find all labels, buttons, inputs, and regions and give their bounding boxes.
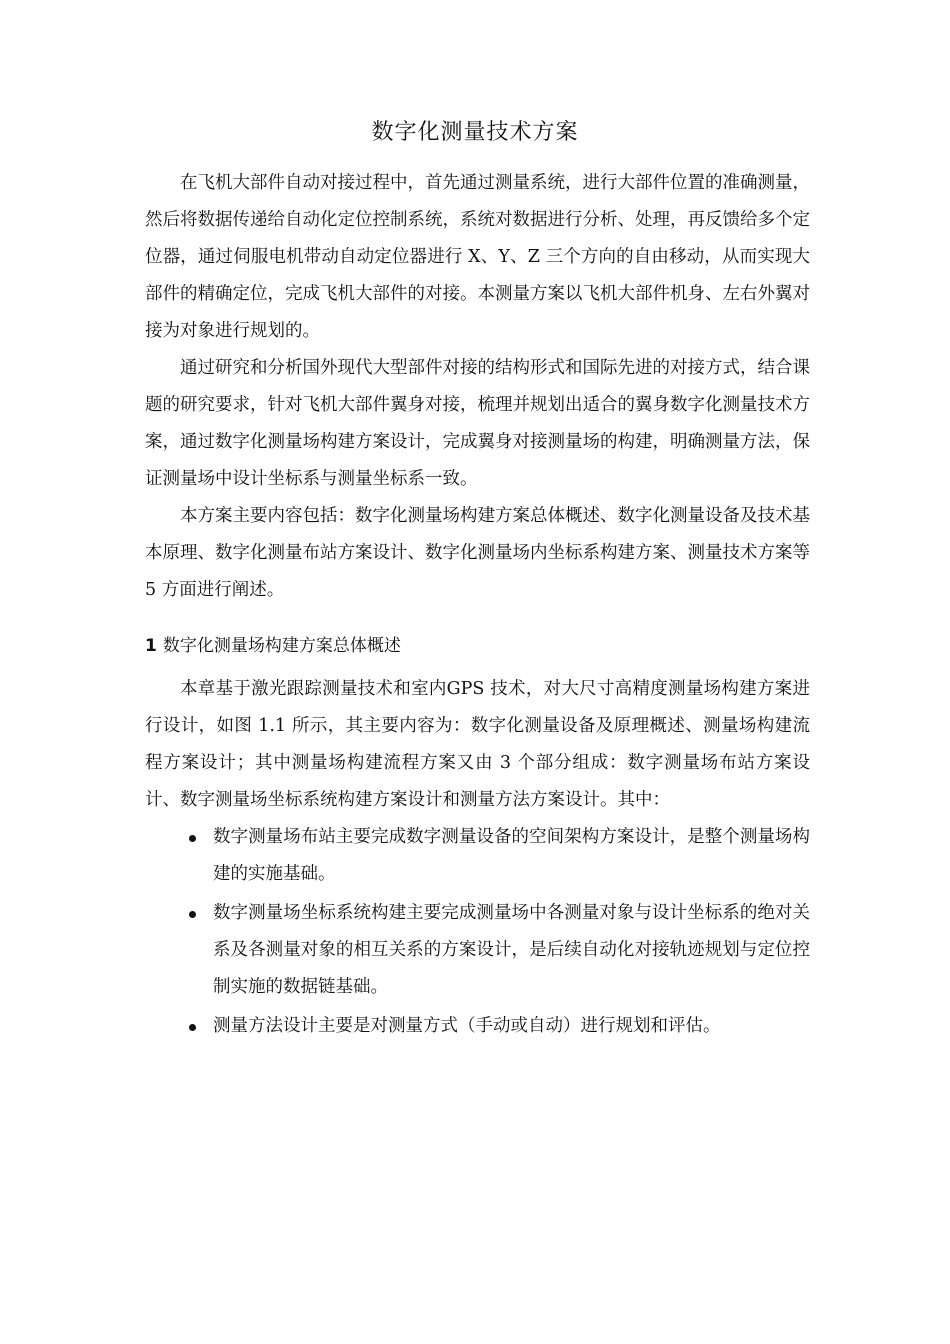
bullet-dot-icon <box>189 835 196 842</box>
intro-paragraph-2: 通过研究和分析国外现代大型部件对接的结构形式和国际先进的对接方式，结合课题的研究要求，针对飞机大部件翼身对接，梳理并规划出适合的翼身数字化测量技术方案，通过数字化测量场构建方案设计，完成翼身对接测量场的构建，明确测量方法，保证测量场中设计坐标系与测量坐标系一致。 <box>145 358 810 489</box>
bullet-item <box>145 1008 810 1045</box>
section-heading <box>145 631 810 661</box>
intro-paragraph-3: 本方案主要内容包括：数字化测量场构建方案总体概述、数字化测量设备及技术基本原理、数字化测量布站方案设计、数字化测量场内坐标系构建方案、测量技术方案等 5 方面进行阐述。 <box>145 506 810 600</box>
bullet-text: 数字测量场布站主要完成数字测量设备的空间架构方案设计，是整个测量场构建的实施基础。 <box>213 827 810 884</box>
intro-paragraph-1: 在飞机大部件自动对接过程中，首先通过测量系统，进行大部件位置的准确测量，然后将数据传递给自动化定位控制系统，系统对数据进行分析、处理，再反馈给多个定位器，通过伺服电机带动自动定位器进行 X、Y、Z 三个方向的自由移动，从而实现大部件的精确定位，完成飞机大部件的对接。本测量方案以飞机大部件机身、左右外翼对接为对象进行规划的。 <box>145 173 810 341</box>
bullet-item <box>145 819 810 893</box>
section-paragraph: 本章基于激光跟踪测量技术和室内GPS 技术，对大尺寸高精度测量场构建方案进行设计，如图 1.1 所示，其主要内容为：数字化测量设备及原理概述、测量场构建流程方案设计；其中测量场构建流程方案又由 3 个部分组成：数字测量场布站方案设计、数字测量场坐标系统构建方案设计和测量方法方案设计。其中： <box>145 679 810 810</box>
document-body <box>145 165 810 1047</box>
bullet-text: 测量方法设计主要是对测量方式（手动或自动）进行规划和评估。 <box>213 1016 721 1036</box>
bullet-dot-icon <box>189 1024 196 1031</box>
bullet-dot-icon <box>189 911 196 918</box>
bullet-list <box>145 819 810 1045</box>
bullet-item <box>145 895 810 1006</box>
bullet-text: 数字测量场坐标系统构建主要完成测量场中各测量对象与设计坐标系的绝对关系及各测量对象的相互关系的方案设计，是后续自动化对接轨迹规划与定位控制实施的数据链基础。 <box>213 903 810 997</box>
section-number: 1 <box>145 636 157 656</box>
section-title: 数字化测量场构建方案总体概述 <box>162 636 401 656</box>
document-title: 数字化测量技术方案 <box>371 120 579 145</box>
